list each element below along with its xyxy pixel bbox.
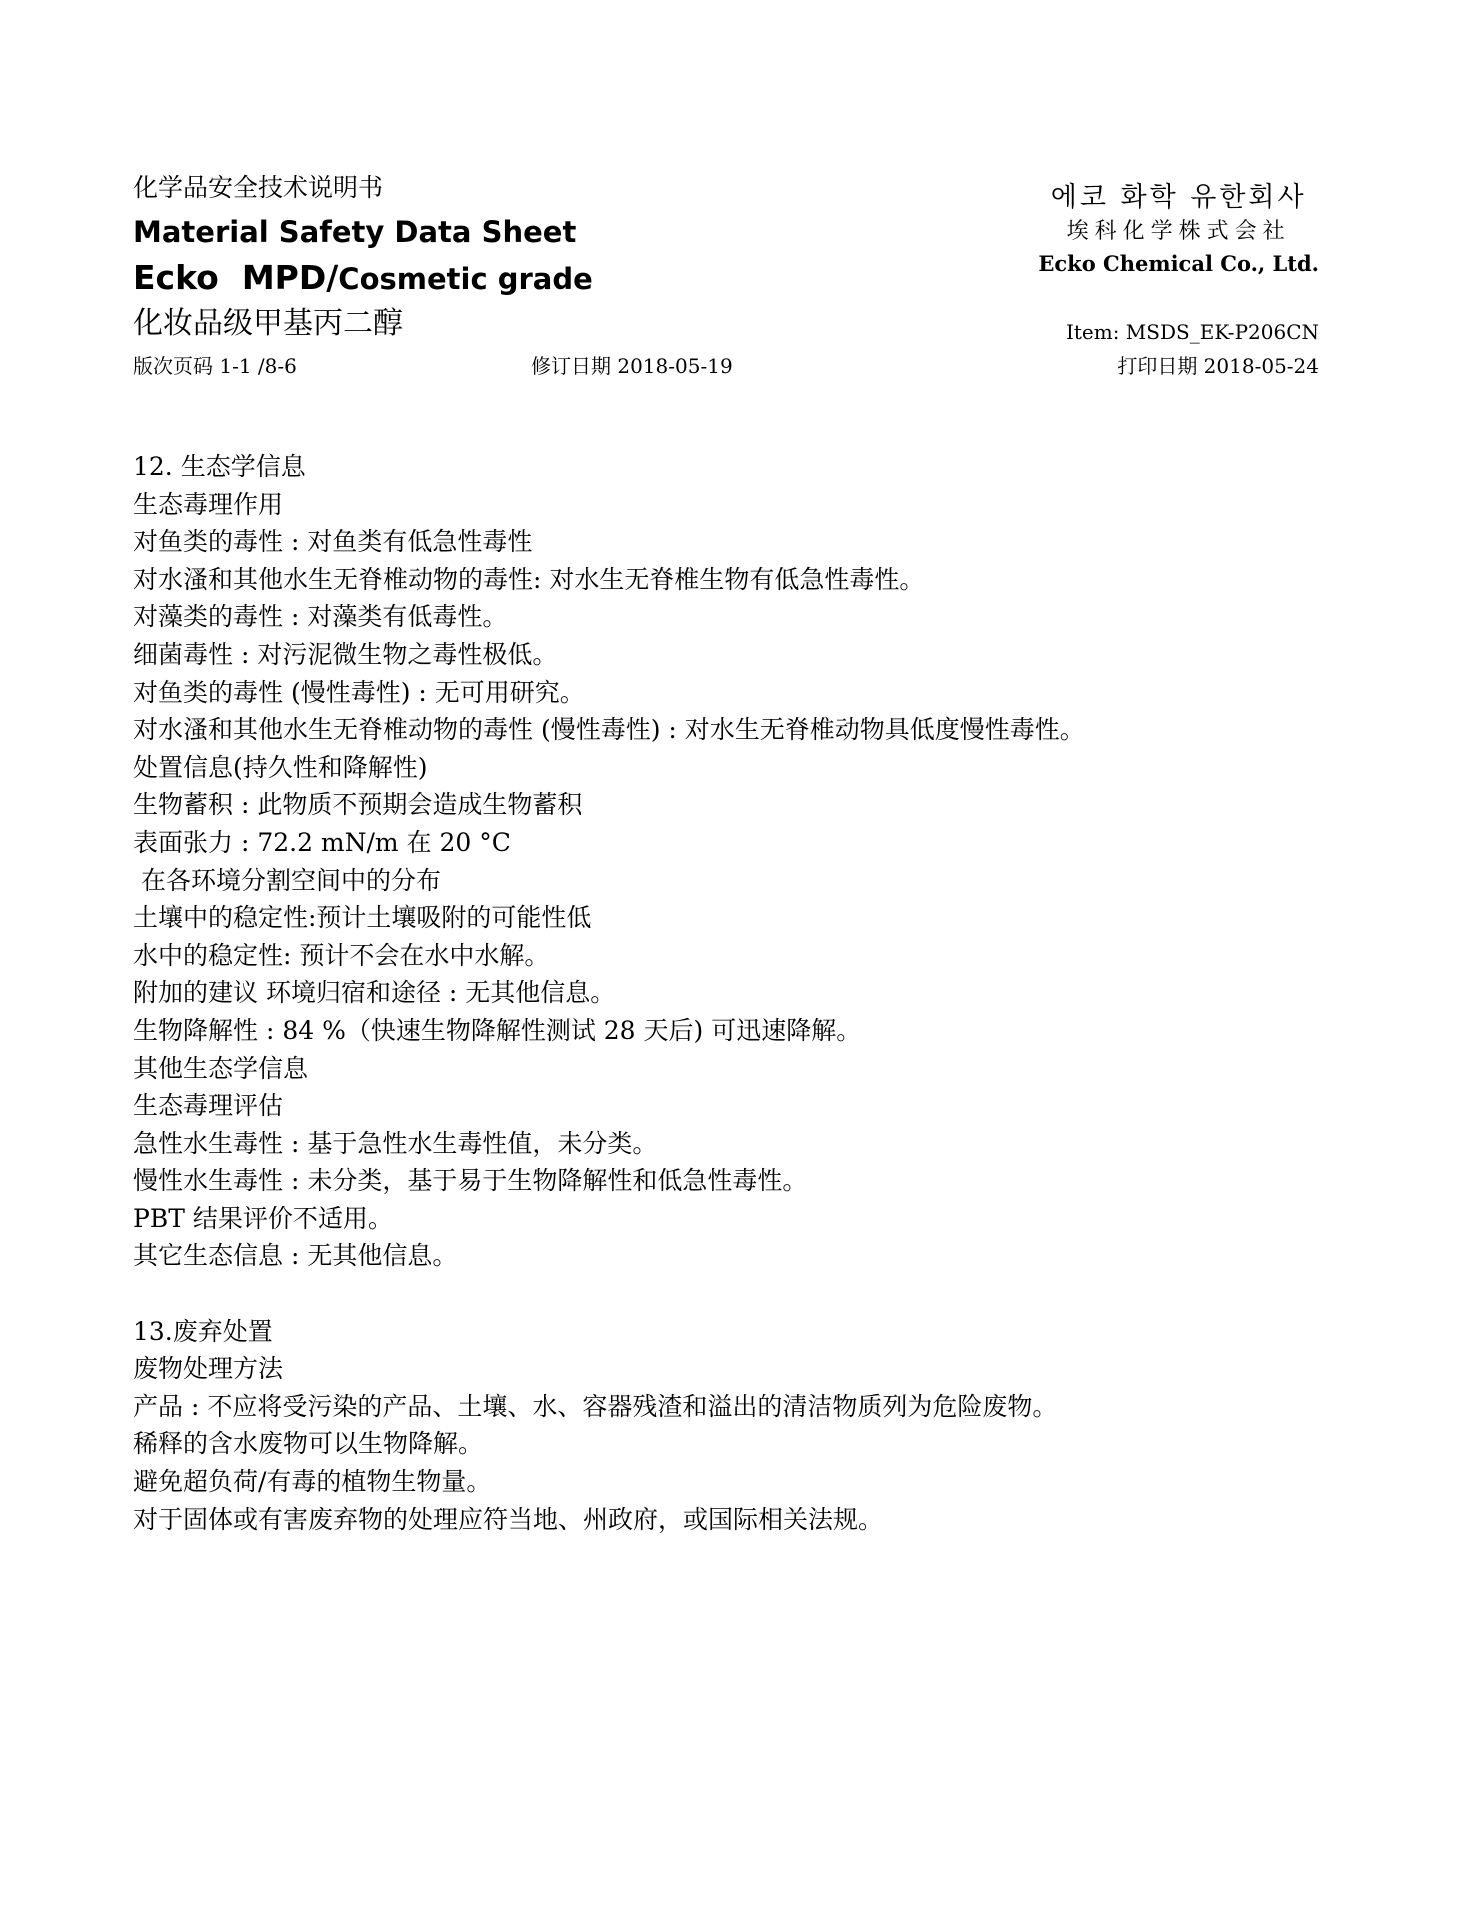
text-line: 避免超负荷/有毒的植物生物量。 <box>133 1467 492 1497</box>
en-title: Material Safety Data Sheet <box>133 215 577 249</box>
subsection-heading: 废物处理方法 <box>133 1354 284 1384</box>
text-line: 对水溞和其他水生无脊椎动物的毒性 (慢性毒性) : 对水生无脊椎动物具低度慢性毒性。 <box>133 715 1085 745</box>
section-spacer <box>133 1275 1333 1313</box>
text-line: 土壤中的稳定性:预计土壤吸附的可能性低 <box>133 903 592 933</box>
cn-title: 化学品安全技术说明书 <box>133 173 384 202</box>
text-line: 对藻类的毒性 : 对藻类有低毒性。 <box>133 602 508 632</box>
product-title <box>133 254 1033 302</box>
section-heading: 13.废弃处置 <box>133 1316 273 1346</box>
product-name-prefix: Ecko MPD/ <box>133 258 339 297</box>
text-line: 稀释的含水废物可以生物降解。 <box>133 1429 484 1459</box>
text-line: 其它生态信息 : 无其他信息。 <box>133 1241 458 1271</box>
text-line: 急性水生毒性 : 基于急性水生毒性值，未分类。 <box>133 1128 658 1158</box>
company-korean: 에코 화학 유한회사 <box>1050 182 1307 213</box>
company-chinese: 埃科化学株式会社 <box>1066 219 1291 244</box>
text-line: 附加的建议 环境归宿和途径 : 无其他信息。 <box>133 978 616 1008</box>
text-line: 对于固体或有害废弃物的处理应符当地、州政府，或国际相关法规。 <box>133 1504 884 1534</box>
subsection-heading: 其他生态学信息 <box>133 1053 309 1083</box>
product-name-suffix: Cosmetic grade <box>338 262 593 296</box>
subsection-heading: 在各环境分割空间中的分布 <box>133 865 441 895</box>
revision-date: 修订日期 2018-05-19 <box>531 354 733 378</box>
subsection-heading: 生态毒理评估 <box>133 1091 284 1121</box>
section-heading: 12. 生态学信息 <box>133 452 306 481</box>
text-line: 慢性水生毒性 : 未分类，基于易于生物降解性和低急性毒性。 <box>133 1166 808 1196</box>
subsection-heading: 处置信息(持久性和降解性) <box>133 752 428 782</box>
company-block <box>1038 180 1319 280</box>
text-line: PBT 结果评价不适用。 <box>133 1203 393 1233</box>
text-line: 水中的稳定性: 预计不会在水中水解。 <box>133 940 550 970</box>
document-body <box>133 448 1333 1538</box>
text-line: 产品 : 不应将受污染的产品、土壤、水、容器残渣和溢出的清洁物质列为危险废物。 <box>133 1391 1058 1421</box>
section-ecology <box>133 448 1333 1275</box>
item-code: Item: MSDS_EK-P206CN <box>1065 320 1319 344</box>
document-header <box>133 170 1033 344</box>
version-info: 版次页码 1-1 /8-6 <box>133 354 297 378</box>
text-line: 对水溞和其他水生无脊椎动物的毒性: 对水生无脊椎生物有低急性毒性。 <box>133 564 925 594</box>
product-cn-name: 化妆品级甲基丙二醇 <box>133 306 403 341</box>
text-line: 表面张力 : 72.2 mN/m 在 20 °C <box>133 827 511 857</box>
text-line: 对鱼类的毒性 : 对鱼类有低急性毒性 <box>133 527 533 557</box>
section-disposal <box>133 1313 1333 1539</box>
print-date: 打印日期 2018-05-24 <box>1117 354 1319 378</box>
text-line: 生物蓄积 : 此物质不预期会造成生物蓄积 <box>133 790 583 820</box>
text-line: 细菌毒性 : 对污泥微生物之毒性极低。 <box>133 639 558 669</box>
text-line: 生物降解性 : 84 %（快速生物降解性测试 28 天后) 可迅速降解。 <box>133 1015 862 1045</box>
text-line: 对鱼类的毒性 (慢性毒性) : 无可用研究。 <box>133 677 585 707</box>
subsection-heading: 生态毒理作用 <box>133 489 284 519</box>
company-english: Ecko Chemical Co., Ltd. <box>1038 251 1319 276</box>
